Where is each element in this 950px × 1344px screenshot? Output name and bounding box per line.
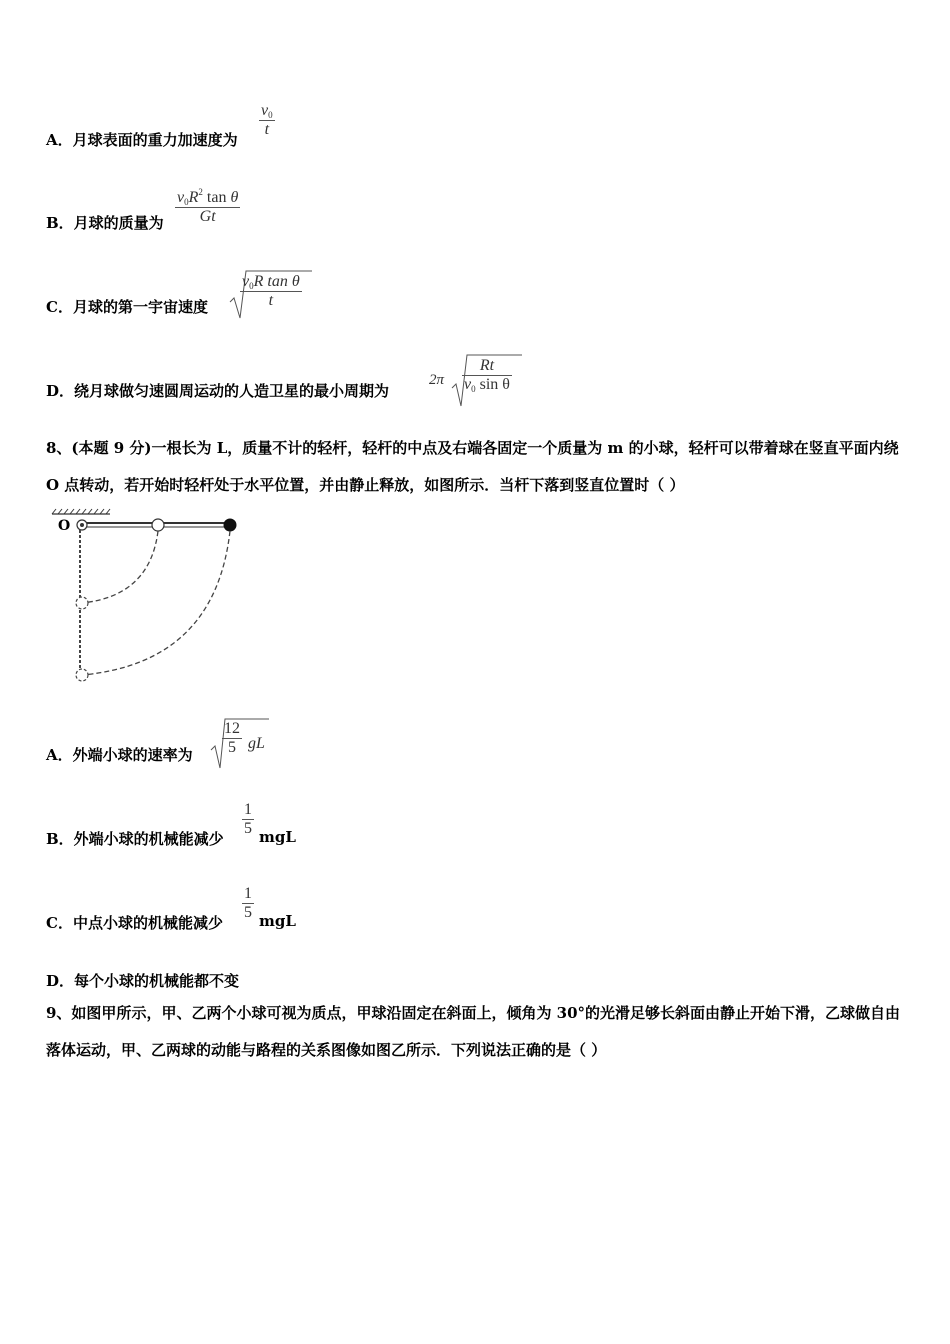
c-den: t [268, 292, 274, 309]
d-den-sub: 0 [471, 384, 476, 394]
q7-option-d [46, 380, 389, 401]
q8-a-formula [222, 720, 242, 757]
q8-b-formula [242, 801, 254, 838]
b-num-tan: tan [206, 189, 227, 206]
q8-option-c-label: C．中点小球的机械能减少 [46, 914, 223, 932]
q7-option-c [46, 296, 208, 317]
q8-option-a-label: A．外端小球的速率为 [46, 746, 193, 764]
q8-c-num: 1 [244, 885, 252, 902]
a-num-sub: 0 [268, 110, 273, 120]
q7-c-formula [240, 273, 302, 310]
q7-option-c-label: C．月球的第一宇宙速度 [46, 298, 208, 316]
b-num-r: R [188, 189, 199, 206]
q8-option-d-label: D．每个小球的机械能都不变 [46, 972, 240, 990]
q8-text: 8、(本题 9 分)一根长为 L，质量不计的轻杆，轻杆的中点及右端各固定一个质量为 m 的小球，轻杆可以带着球在竖直平面内绕 O 点转动，若开始时轻杆处于水平位置，并由静止释放，如图所示．当杆下落到竖直位置时（ ） [46, 439, 899, 494]
d-den-v: v [464, 376, 472, 393]
q8-a-num: 12 [224, 720, 240, 737]
q7-d-coef: 2π [429, 372, 445, 388]
q8-b-num: 1 [244, 801, 252, 818]
c-num-v: v [242, 273, 250, 290]
q8-b-den: 5 [244, 820, 252, 837]
q7-b-formula [175, 187, 240, 226]
q8-c-den: 5 [244, 904, 252, 921]
q8-option-c [46, 912, 223, 933]
q8-a-rest: gL [248, 735, 265, 752]
q8-option-a [46, 744, 193, 765]
pivot-label: O [58, 518, 71, 534]
b-num-sub: 0 [184, 197, 189, 207]
q7-option-a-label: A．月球表面的重力加速度为 [46, 131, 238, 149]
b-den: Gt [199, 208, 216, 225]
q7-option-b [46, 212, 164, 233]
q8-option-b-label: B．外端小球的机械能减少 [46, 830, 224, 848]
q9-text: 9、如图甲所示，甲、乙两个小球可视为质点，甲球沿固定在斜面上，倾角为 30°的光滑足够长斜面由静止开始下滑，乙球做自由落体运动，甲、乙两球的动能与路程的关系图像如图乙所示．下列说法正确的是（ ） [46, 1004, 901, 1059]
q7-a-formula [259, 102, 275, 139]
middle-ball-lower [76, 597, 88, 609]
q8-option-d [46, 970, 239, 991]
middle-ball [152, 519, 164, 531]
a-den: t [264, 121, 270, 138]
c-num-sub: 0 [249, 281, 254, 291]
c-num-rest: R tan θ [253, 273, 300, 290]
q7-d-formula [462, 357, 512, 394]
d-num: Rt [479, 357, 495, 374]
end-ball [224, 519, 236, 531]
end-ball-lower [76, 669, 88, 681]
d-den-rest: sin θ [479, 376, 510, 393]
q8-c-tail: mgL [259, 912, 296, 930]
q8-c-formula [242, 885, 254, 922]
b-num-theta: θ [230, 189, 239, 206]
b-num-v: v [177, 189, 185, 206]
q8-figure [40, 508, 240, 688]
q7-option-a [46, 129, 238, 150]
q8-b-tail: mgL [259, 828, 296, 846]
q8-option-b [46, 828, 224, 849]
q7-option-b-label: B．月球的质量为 [46, 214, 164, 232]
b-num-sup: 2 [198, 187, 203, 197]
q8-a-den: 5 [228, 739, 236, 756]
a-num: v [261, 102, 269, 119]
q7-option-d-label: D．绕月球做匀速圆周运动的人造卫星的最小周期为 [46, 382, 390, 400]
